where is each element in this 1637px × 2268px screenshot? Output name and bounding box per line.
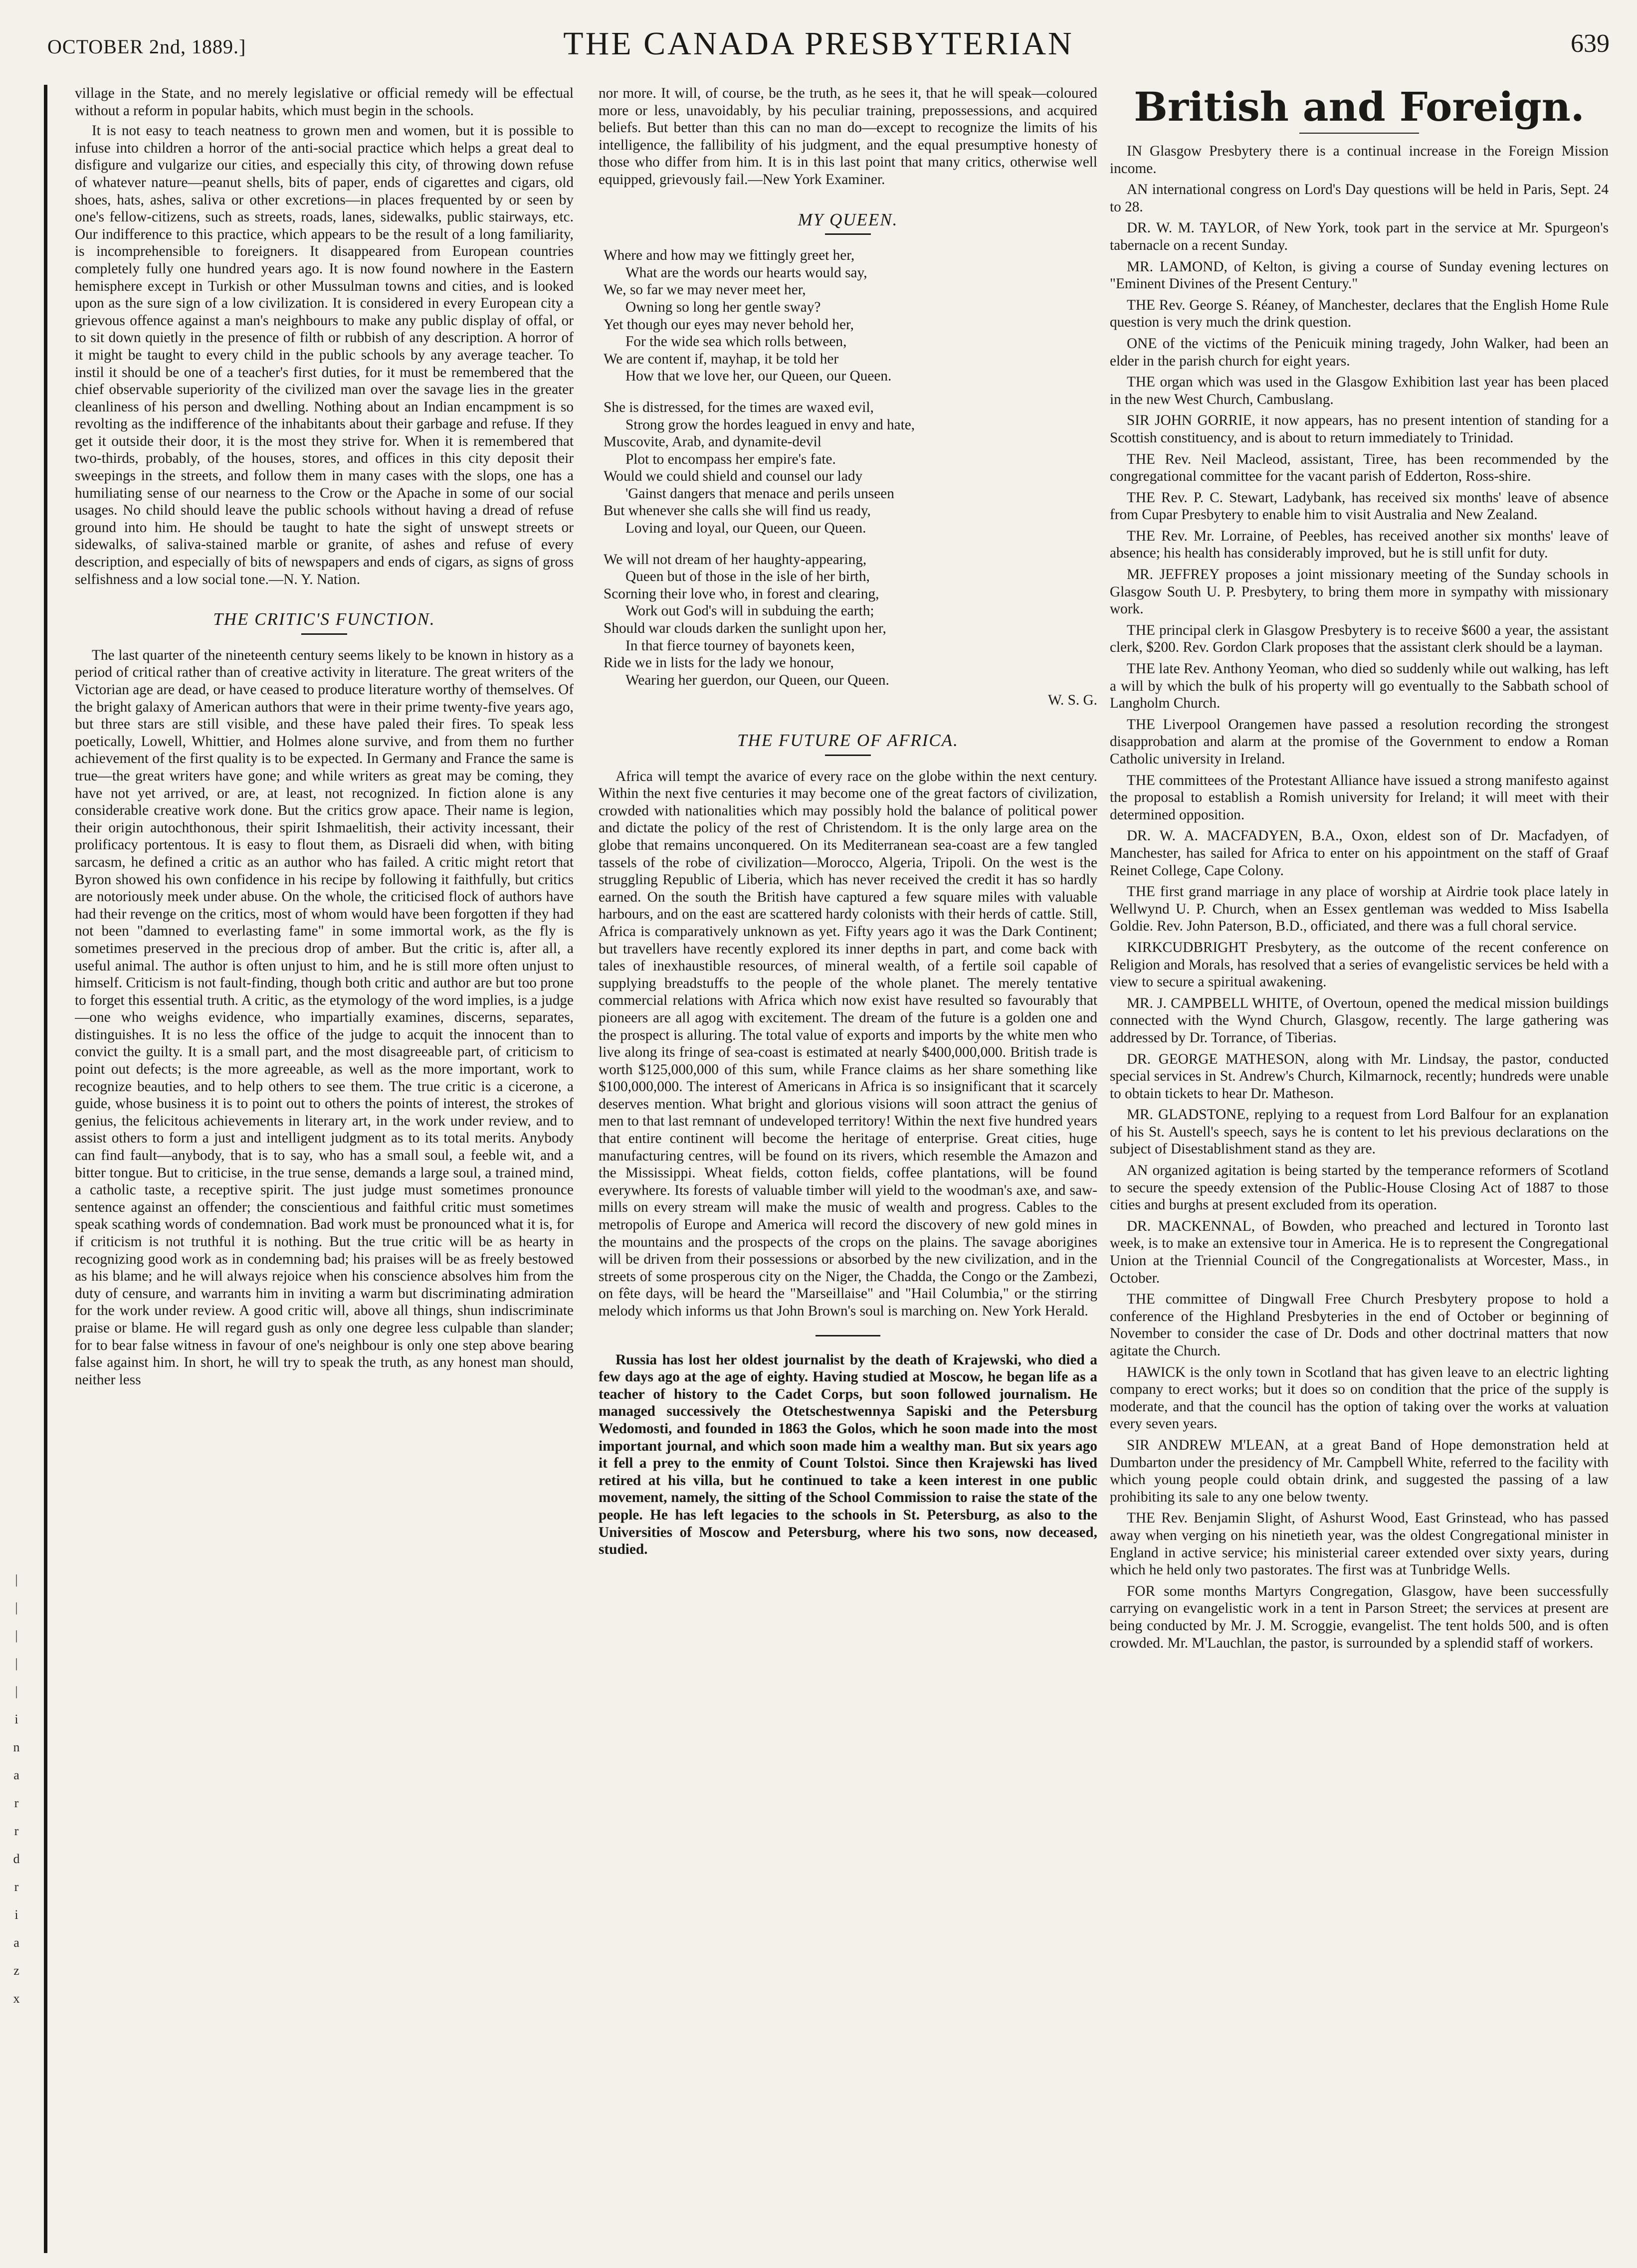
- news-item: THE Rev. Neil Macleod, assistant, Tiree, has been recommended by the congregational committee for the vacant parish of Edderton, Ross-shire.: [1110, 451, 1609, 485]
- poem: [604, 247, 1097, 709]
- news-item: THE Rev. P. C. Stewart, Ladybank, has received six months' leave of absence from Cupar Presbytery to enable him to visit Australia and New Zealand.: [1110, 489, 1609, 523]
- paragraph: Africa will tempt the avarice of every race on the globe within the next century. Within the next five centuries it may become one of the great factors of civilization, crowded with nationalities which may possibly hold the balance of political power and dictate the policy of the rest of Christendom. It is the only large area on the globe that remains unconquered. On its Mediterranean sea-coast are a few tangled tassels of the robe of civilization—Morocco, Algeria, Tripoli. On the west is the struggling Republic of Liberia, which has never received the credit it has so hardly earned. On the south the British have captured a few square miles with valuable harbours, and on the east are scattered hardy colonists with their herds of cattle. Still, Africa is comparatively unknown as yet. Fifty years ago it was the Dark Continent; but travellers have recently explored its inner depths in part, and come back with tales of inexhaustible resources, of mineral wealth, of a fertile soil capable of supplying breadstuffs to the people of the whole planet. The merely tentative commercial relations with Africa which now exist have resulted so favourably that pioneers are all agog with excitement. The dream of the future is a golden one and the prospect is alluring. The total value of exports and imports by the white men who live along its fringe of sea-coast is estimated at nearly $400,000,000. British trade is worth $125,000,000 of this sum, while France claims as her share something like $100,000,000. The interest of Americans in Africa is so insignificant that it scarcely deserves mention. What bright and glorious visions will soon attract the genius of men to that last remnant of undeveloped territory! Within the next five hundred years that entire continent will become the heritage of enterprise. Great cities, huge manufacturing centres, will be found on its rivers, which resemble the Amazon and the Mississippi. Wheat fields, cotton fields, coffee plantations, will be found everywhere. Its forests of valuable timber will yield to the woodman's axe, and saw-mills on every stream will make the music of wealth and progress. Cables to the metropolis of Europe and America will record the discovery of new gold mines in the mountains and the prospects of the crops on the plains. The savage aborigines will be driven from their possessions or absorbed by the new civilization, and in the streets of some prosperous city on the Niger, the Chadda, the Congo or the Zambezi, on fête days, will be heard the "Marseillaise" and "Hail Columbia," or the stirring melody which informs us that John Brown's soul is marching on. New York Herald.: [599, 768, 1097, 1319]
- news-item: FOR some months Martyrs Congregation, Glasgow, have been successfully carrying on evangelistic work in a tent in Parson Street; the services at present are being conducted by Mr. J. M. Scroggie, evangelist. The tent holds 500, and is often crowded. Mr. M'Lauchlan, the pastor, is surrounded by a splendid staff of workers.: [1110, 1583, 1609, 1651]
- news-item: THE Rev. George S. Réaney, of Manchester, declares that the English Home Rule question is very much the drink question.: [1110, 297, 1609, 331]
- paragraph-russia: Russia has lost her oldest journalist by the death of Krajewski, who died a few days ago at the age of eighty. Having studied at Moscow, he began life as a teacher of history to the Cadet Corps, but soon followed journalism. He managed successively the Otetschestwennya Sapiski and the Petersburg Wedomosti, and founded in 1863 the Golos, which he soon made into the most important journal, and which soon made him a wealthy man. But six years ago it fell a prey to the enmity of Count Tolstoi. Since then Krajewski has lived retired at his villa, but he continued to take a keen interest in one public movement, namely, the sitting of the School Commission to raise the state of the people. He has left legacies to the schools in St. Petersburg, as also to the Universities of Moscow and Petersburg, where his two sons, now deceased, studied.: [599, 1351, 1097, 1558]
- poem-line: Would we could shield and counsel our lady: [604, 468, 863, 485]
- issue-date: OCTOBER 2nd, 1889.]: [47, 35, 246, 58]
- section-rule: [816, 1335, 880, 1336]
- poem-line: Plot to encompass her empire's fate.: [625, 451, 836, 467]
- section-heading-future-of-africa: THE FUTURE OF AFRICA.: [737, 731, 959, 750]
- news-item: THE committees of the Protestant Alliance have issued a strong manifesto against the proposal to establish a Romish university for Ireland; it will meet with their determined opposition.: [1110, 772, 1609, 823]
- column-middle: [599, 85, 1097, 2249]
- poem-line: We will not dream of her haughty-appearing,: [604, 551, 867, 567]
- poem-line: Ride we in lists for the lady we honour,: [604, 655, 834, 671]
- paragraph: It is not easy to teach neatness to grown men and women, but it is possible to infuse into children a horror of the anti-social practice which helps a great deal to disfigure and vulgarize our cities, and especially this city, of throwing down refuse of whatever nature—peanut shells, bits of paper, ends of cigarettes and cigars, old shoes, hats, ashes, saliva or other excretions—in places frequented by or seen by one's fellow-citizens, such as streets, roads, lanes, sidewalks, public stairways, etc. Our indifference to this practice, which appears to be the result of a long familiarity, is incomprehensible to foreigners. It disappeared from European countries completely fully one hundred years ago. It is now found nowhere in the Eastern hemisphere except in Turkish or other Mussulman towns and cities, and is looked upon as the sure sign of a low civilization. It is considered in every European city a grievous offence against a man's neighbours to make any public display of offal, or to sit down quietly in the presence of filth or rubbish of any description. A horror of it might be taught to every child in the public schools by any average teacher. To instil it should be one of a teacher's first duties, for it must be remembered that the chief observable superiority of the civilized man over the savage lies in the greater cleanliness of his person and dwelling. Nothing about an Indian encampment is so revolting as the indifference of the inhabitants about their garbage and refuse. If they get it outside their door, it is the most they strive for. When it is remembered that two-thirds, probably, of the houses, stores, and offices in this city deposit their sweepings in the streets, and follow them in many cases with the slops, one has a humiliating sense of our nearness to the Crow or the Apache in some of our social usages. No child should leave the public schools without having a dread of refuse ground into him. He should be taught to hate the sight of unswept streets or sidewalks, of saliva-stained marble or granite, of ashes and refuse of every description, and especially of bits of newspapers and ends of cigars, as signs of gross selfishness and a low social tone.—N. Y. Nation.: [75, 123, 574, 587]
- poem-line: Scorning their love who, in forest and clearing,: [604, 585, 879, 602]
- news-item: THE Rev. Benjamin Slight, of Ashurst Wood, East Grinstead, who has passed away when verging on his ninetieth year, was the oldest Congregational minister in England in active service; his ministerial career extended over sixty years, during which he held only two pastorates. The first was at Tunbridge Wells.: [1110, 1510, 1609, 1578]
- news-item: MR. J. CAMPBELL WHITE, of Overtoun, opened the medical mission buildings connected with the Wynd Church, Glasgow, recently. The large gathering was addressed by Dr. Torrance, of Tiberias.: [1110, 995, 1609, 1046]
- poem-stanza: [604, 247, 1097, 385]
- news-item: ONE of the victims of the Penicuik mining tragedy, John Walker, had been an elder in the parish church for eight years.: [1110, 335, 1609, 369]
- poem-line: We, so far we may never meet her,: [604, 282, 806, 298]
- poem-stanza: [604, 399, 1097, 537]
- poem-line: But whenever she calls she will find us ready,: [604, 503, 871, 519]
- poem-line: Loving and loyal, our Queen, our Queen.: [625, 520, 866, 537]
- poem-line: Wearing her guerdon, our Queen, our Queen.: [625, 672, 889, 688]
- poem-line: Owning so long her gentle sway?: [625, 299, 821, 315]
- heading-rule: [301, 633, 347, 635]
- section-heading-critics-function: THE CRITIC'S FUNCTION.: [213, 609, 435, 629]
- news-item: THE Liverpool Orangemen have passed a resolution recording the strongest disapprobation and alarm at the promise of the Government to endow a Roman Catholic university in Ireland.: [1110, 716, 1609, 767]
- heading-rule: [825, 755, 871, 756]
- news-item: AN organized agitation is being started by the temperance reformers of Scotland to secure the speedy extension of the Public-House Closing Act of 1887 to those cities and burghs at present excluded from its operation.: [1110, 1162, 1609, 1213]
- news-item: KIRKCUDBRIGHT Presbytery, as the outcome of the recent conference on Religion and Morals, has resolved that a series of evangelistic services be held with a view to secure a spiritual awakening.: [1110, 939, 1609, 990]
- paragraph: nor more. It will, of course, be the truth, as he sees it, that he will speak—coloured more or less, unavoidably, by his peculiar training, prepossessions, and acquired beliefs. But better than this can no man do—except to recognize the limits of his intelligence, the fallibility of his judgment, and the equal presumptive honesty of those who differ from him. It is in this last point that many critics, otherwise well equipped, grievously fail.—New York Examiner.: [599, 85, 1097, 188]
- paragraph: The last quarter of the nineteenth century seems likely to be known in history as a period of critical rather than of creative activity in literature. The great writers of the Victorian age are dead, or have ceased to produce literature worthy of themselves. Of the bright galaxy of American authors that were in their prime twenty-five years ago, but three stars are still visible, and these have paled their fires. To speak less poetically, Lowell, Whittier, and Holmes alone survive, and from them no further achievement of the first quality is to be expected. In Germany and France the same is true—the great writers have gone; and while writers as great may be coming, they have not yet arrived, or are, at least, not recognized. In fiction alone is any considerable creative work done. But the critics grow apace. Their name is legion, their origin autochthonous, their spirit Ishmaelitish, their activity incessant, their prolificacy portentous. It is easy to flout them, as Disraeli did when, with biting sarcasm, he defined a critic as an author who has failed. A critic might retort that Byron showed his own confidence in his recipe by following it faithfully, but critics are notoriously meek under abuse. On the whole, the criticised flock of authors have had their revenge on the critics, most of whom would have been forgotten if they had not been "damned to everlasting fame" in some immortal work, as the fly is sometimes preserved in the precious drop of amber. But the critic is, after all, a useful animal. The author is often unjust to him, and he is still more often unjust to himself. Criticism is not fault-finding, though both critic and author are but too prone to forget this essential truth. A critic, as the etymology of the word implies, is a judge—one who weighs evidence, who impartially examines, discerns, separates, distinguishes. It is no less the office of the judge to acquit the innocent than to convict the guilty. It is a small part, and the most disagreeable part, of criticism to point out defects; is the more agreeable, as well as the more important, work to recognize beauties, and to help others to see them. The true critic is a cicerone, a guide, whose business it is to point out to others the points of interest, the strokes of genius, the felicitous achievements in literary art, in the work under review, and to assist others to form a just and intelligent judgment as to its total merits. Anybody can find fault—anybody, that is to say, who has a small soul, a feeble wit, and a bitter tongue. But to criticise, in the true sense, demands a large soul, a trained mind, a catholic taste, a receptive spirit. The just judge must sometimes pronounce sentence against an offender; the conscientious and faithful critic must sometimes speak scathing words of condemnation. Bad work must be pronounced what it is, for if criticism is not truthful it is nothing. But the true critic will be as hearty in recognizing good work as in condemning bad; his praises will be as freely bestowed as his blame; and he will always rejoice when his conscience absolves him from the duty of censure, and warrants him in inviting a warm but discriminating admiration for the work under review. A good critic will, above all things, shun indiscriminate praise or blame. He will regard gush as only one degree less culpable than slander; for to bear false witness in favour of one's neighbour is only one step above bearing false against him. In short, he will try to speak the truth, as any honest man should, neither less: [75, 647, 574, 1388]
- paragraph: village in the State, and no merely legislative or official remedy will be effectual without a reform in popular habits, which must begin in the schools.: [75, 85, 574, 119]
- margin-annotations: | | | | | i n a r r d r i a z x: [13, 1572, 20, 2006]
- poem-line: In that fierce tourney of bayonets keen,: [625, 637, 855, 654]
- poem-line: Queen but of those in the isle of her birth,: [625, 568, 870, 585]
- news-item: THE first grand marriage in any place of worship at Airdrie took place lately in Wellwynd U. P. Church, when an Essex gentleman was wedded to Miss Isabella Goldie. Rev. John Paterson, B.D., officiated, and there was a full choral service.: [1110, 884, 1609, 935]
- news-item: IN Glasgow Presbytery there is a continual increase in the Foreign Mission income.: [1110, 143, 1609, 177]
- poem-line: 'Gainst dangers that menace and perils unseen: [625, 485, 894, 502]
- news-item: MR. GLADSTONE, replying to a request from Lord Balfour for an explanation of his St. Austell's speech, says he is content to let his previous declarations on the subject of Disestablishment stand as they are.: [1110, 1107, 1609, 1157]
- poem-line: Should war clouds darken the sunlight upon her,: [604, 620, 886, 637]
- poem-line: We are content if, mayhap, it be told her: [604, 351, 839, 367]
- news-item: THE principal clerk in Glasgow Presbytery is to receive $600 a year, the assistant clerk, $200. Rev. Gordon Clark proposes that the assistant clerk should be a layman.: [1110, 622, 1609, 656]
- poem-line: Strong grow the hordes leagued in envy and hate,: [625, 416, 915, 433]
- news-item: HAWICK is the only town in Scotland that has given leave to an electric lighting company to erect works; but it does so on condition that the price of the supply is moderate, and that the council has the option of taking over the works at valuation every seven years.: [1110, 1364, 1609, 1432]
- poem-line: Where and how may we fittingly greet her,: [604, 247, 855, 264]
- poem-line: Muscovite, Arab, and dynamite-devil: [604, 434, 821, 450]
- masthead-title: THE CANADA PRESBYTERIAN: [563, 25, 1074, 62]
- section-title-british-and-foreign: British and Foreign.: [1134, 85, 1585, 130]
- poem-line: Work out God's will in subduing the earth;: [625, 603, 874, 619]
- news-item: SIR ANDREW M'LEAN, at a great Band of Hope demonstration held at Dumbarton under the presidency of Mr. Campbell White, referred to the facility with which young people could obtain drink, and suggested the passing of a law prohibiting its sale to any one below twenty.: [1110, 1437, 1609, 1505]
- news-item: THE organ which was used in the Glasgow Exhibition last year has been placed in the new West Church, Cambuslang.: [1110, 374, 1609, 407]
- poem-line: She is distressed, for the times are waxed evil,: [604, 399, 874, 415]
- news-item: THE Rev. Mr. Lorraine, of Peebles, has received another six months' leave of absence; his health has considerably improved, but he is still unfit for duty.: [1110, 528, 1609, 562]
- page-header: [0, 20, 1637, 75]
- heading-rule: [825, 233, 871, 235]
- poem-stanza: [604, 551, 1097, 689]
- news-item: THE committee of Dingwall Free Church Presbytery propose to hold a conference of the Highland Presbyteries in the end of October or beginning of November to consider the case of Dr. Dods and other doctrinal matters that now agitate the Church.: [1110, 1291, 1609, 1359]
- news-item: DR. W. M. TAYLOR, of New York, took part in the service at Mr. Spurgeon's tabernacle on a recent Sunday.: [1110, 220, 1609, 253]
- news-item: AN international congress on Lord's Day questions will be held in Paris, Sept. 24 to 28.: [1110, 182, 1609, 215]
- poem-signature: W. S. G.: [1047, 692, 1097, 709]
- poem-line: Yet though our eyes may never behold her,: [604, 316, 854, 333]
- title-rule: [1299, 133, 1419, 134]
- poem-line: What are the words our hearts would say,: [625, 264, 867, 281]
- news-item: MR. LAMOND, of Kelton, is giving a course of Sunday evening lectures on "Eminent Divines of the Present Century.": [1110, 258, 1609, 292]
- news-item: THE late Rev. Anthony Yeoman, who died so suddenly while out walking, has left a will by which the bulk of his property will go eventually to the Sabbath school of Langholm Church.: [1110, 661, 1609, 712]
- news-item: DR. MACKENNAL, of Bowden, who preached and lectured in Toronto last week, is to make an extensive tour in America. He is to represent the Congregational Union at the Triennial Council of the Congregationalists at Worcester, Mass., in October.: [1110, 1218, 1609, 1286]
- news-item: DR. GEORGE MATHESON, along with Mr. Lindsay, the pastor, conducted special services in St. Andrew's Church, Kilmarnock, recently; hundreds were unable to obtain tickets to hear Dr. Matheson.: [1110, 1051, 1609, 1102]
- column-left: [75, 85, 574, 2249]
- poem-line: For the wide sea which rolls between,: [625, 334, 847, 350]
- poem-line: How that we love her, our Queen, our Queen.: [625, 368, 892, 384]
- column-right: [1110, 85, 1609, 2249]
- binding-edge: [44, 85, 47, 2253]
- news-item: DR. W. A. MACFADYEN, B.A., Oxon, eldest son of Dr. Macfadyen, of Manchester, has sailed for Africa to enter on his appointment on the staff of Graaf Reinet College, Cape Colony.: [1110, 828, 1609, 879]
- section-heading-my-queen: MY QUEEN.: [798, 209, 898, 229]
- news-item: MR. JEFFREY proposes a joint missionary meeting of the Sunday schools in Glasgow South U. P. Presbytery, to bring them more in sympathy with missionary work.: [1110, 567, 1609, 617]
- page-number: 639: [1571, 29, 1610, 58]
- news-item: SIR JOHN GORRIE, it now appears, has no present intention of standing for a Scottish constituency, and is about to return immediately to Trinidad.: [1110, 412, 1609, 446]
